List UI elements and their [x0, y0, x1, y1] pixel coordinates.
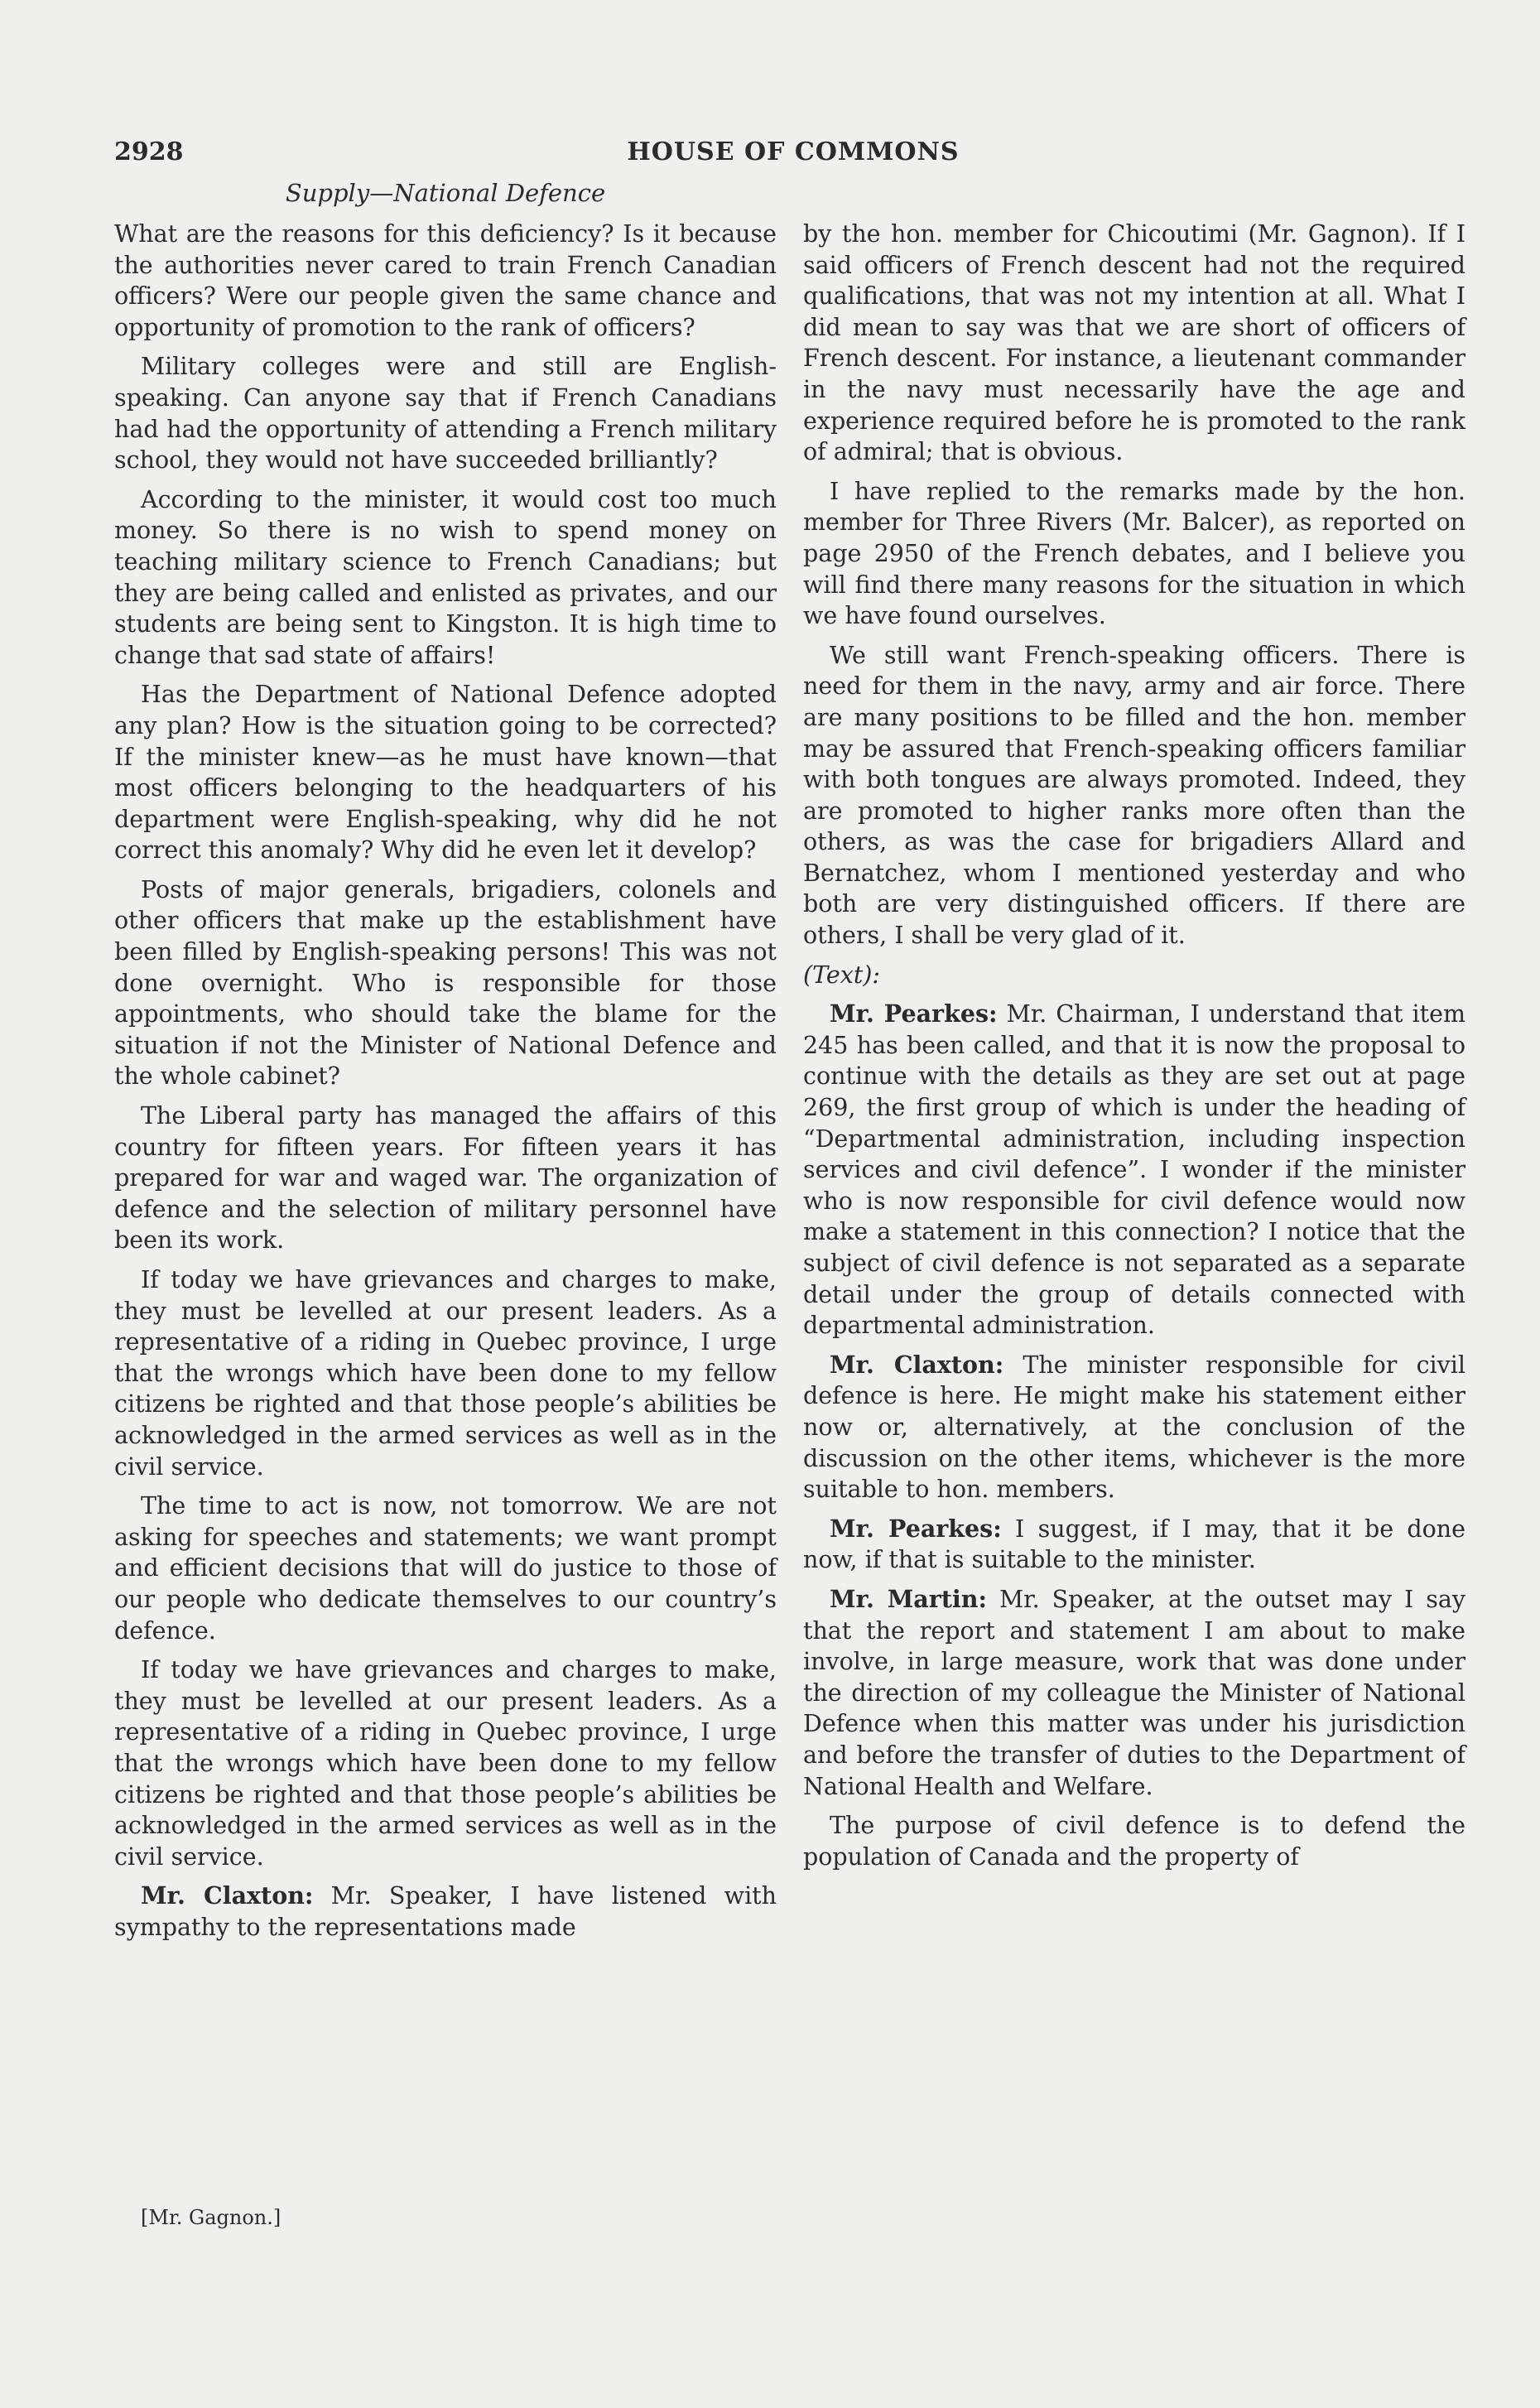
left-column	[114, 219, 777, 1951]
speaker-name: Mr. Claxton:	[141, 1881, 314, 1910]
speech-paragraph	[803, 1584, 1465, 1802]
speech-text: Mr. Speaker, at the outset may I say that the report and statement I am about to make involve, in large measure, work that was done under the direction of my colleague the Minister of National Defence when this matter was under his jurisdiction and before the transfer of duties to the Department of National Health and Welfare.	[803, 1585, 1465, 1800]
paragraph: I have replied to the remarks made by the hon. member for Three Rivers (Mr. Balcer), as reported on page 2950 of the French debates, and I believe you will find there many reasons for the situation in which we have found ourselves.	[803, 477, 1465, 630]
speech-paragraph	[803, 1350, 1465, 1505]
paragraph: If today we have grievances and charges to make, they must be levelled at our present leaders. As a representative of a riding in Quebec province, I urge that the wrongs which have been done to my fellow citizens be righted and that those people’s abilities be acknowledged in the armed services as well as in the civil service.	[114, 1266, 777, 1481]
paragraph: The Liberal party has managed the affairs of this country for fifteen years. For fifteen years it has prepared for war and waged war. The organization of defence and the selection of military personnel have been its work.	[114, 1102, 777, 1255]
speech-paragraph	[803, 1514, 1465, 1576]
paragraph: According to the minister, it would cost too much money. So there is no wish to spend money on teaching military science to French Canadians; but they are being called and enlisted as privates, and our students are being sent to Kingston. It is high time to change that sad state of affairs!	[114, 485, 777, 669]
speaker-name: Mr. Claxton:	[830, 1350, 1004, 1379]
speaker-name: Mr. Pearkes:	[830, 1514, 1002, 1543]
speaker-footnote: [Mr. Gagnon.]	[141, 2206, 282, 2229]
speaker-name: Mr. Martin:	[830, 1584, 987, 1613]
paragraph: The time to act is now, not tomorrow. We are not asking for speeches and statements; we want prompt and efficient decisions that will do justice to those of our people who dedicate themselves to our country’s defence.	[114, 1492, 777, 1645]
paragraph: Has the Department of National Defence adopted any plan? How is the situation going to be corrected? If the minister knew—as he must have known—that most officers belonging to the headquarters of his department were English-speaking, why did he not correct this anomaly? Why did he even let it develop?	[114, 681, 777, 864]
speaker-name: Mr. Pearkes:	[830, 999, 998, 1028]
speech-paragraph	[114, 1881, 777, 1943]
speech-text: Mr. Speaker, I have listened with sympathy to the representations made	[114, 1882, 777, 1941]
paragraph: by the hon. member for Chicoutimi (Mr. Gagnon). If I said officers of French descent had not the required qualifications, that was not my intention at all. What I did mean to say was that we are short of officers of French descent. For instance, a lieutenant commander in the navy must necessarily have the age and experience required before he is promoted to the rank of admiral; that is obvious.	[803, 220, 1465, 466]
paragraph: The purpose of civil defence is to defend the population of Canada and the property of	[803, 1812, 1465, 1871]
page-title: HOUSE OF COMMONS	[627, 137, 960, 166]
paragraph: If today we have grievances and charges to make, they must be levelled at our present leaders. As a representative of a riding in Quebec province, I urge that the wrongs which have been done to my fellow citizens be righted and that those people’s abilities be acknowledged in the armed services as well as in the civil service.	[114, 1656, 777, 1871]
speech-text: Mr. Chairman, I understand that item 245 has been called, and that it is now the proposal to continue with the details as they are set out at page 269, the first group of which is under the heading of “Departmental administration, including inspection services and civil defence”. I wonder if the minister who is now responsible for civil defence would now make a statement in this connection? I notice that the subject of civil defence is not separated as a separate detail under the group of details connected with departmental administration.	[803, 1000, 1465, 1340]
speech-text: I suggest, if I may, that it be done now, if that is suitable to the minister.	[803, 1515, 1465, 1574]
page-number: 2928	[114, 137, 184, 166]
section-subtitle: Supply—National Defence	[285, 179, 606, 207]
paragraph: Posts of major generals, brigadiers, colonels and other officers that make up the establishment have been filled by English-speaking persons! This was not done overnight. Who is responsible for those appointments, who should take the blame for the situation if not the Minister of National Defence and the whole cabinet?	[114, 875, 777, 1091]
page-header	[114, 137, 1472, 174]
paragraph: What are the reasons for this deficiency? Is it because the authorities never cared to train French Canadian officers? Were our people given the same chance and opportunity of promotion to the rank of officers?	[114, 220, 777, 341]
right-column	[803, 219, 1465, 1881]
text-label: (Text):	[803, 961, 881, 989]
paragraph: We still want French-speaking officers. There is need for them in the navy, army and air force. There are many positions to be filled and the hon. member may be assured that French-speaking officers familiar with both tongues are always promoted. Indeed, they are promoted to higher ranks more often than the others, as was the case for brigadiers Allard and Bernatchez, whom I mentioned yesterday and who both are very distinguished officers. If there are others, I shall be very glad of it.	[803, 641, 1465, 950]
speech-paragraph	[803, 999, 1465, 1341]
speech-text: The minister responsible for civil defence is here. He might make his statement either now or, alternatively, at the conclusion of the discussion on the other items, whichever is the more suitable to hon. members.	[803, 1351, 1465, 1504]
paragraph: Military colleges were and still are English-speaking. Can anyone say that if French Canadians had had the opportunity of attending a French military school, they would not have succeeded brilliantly?	[114, 353, 777, 474]
